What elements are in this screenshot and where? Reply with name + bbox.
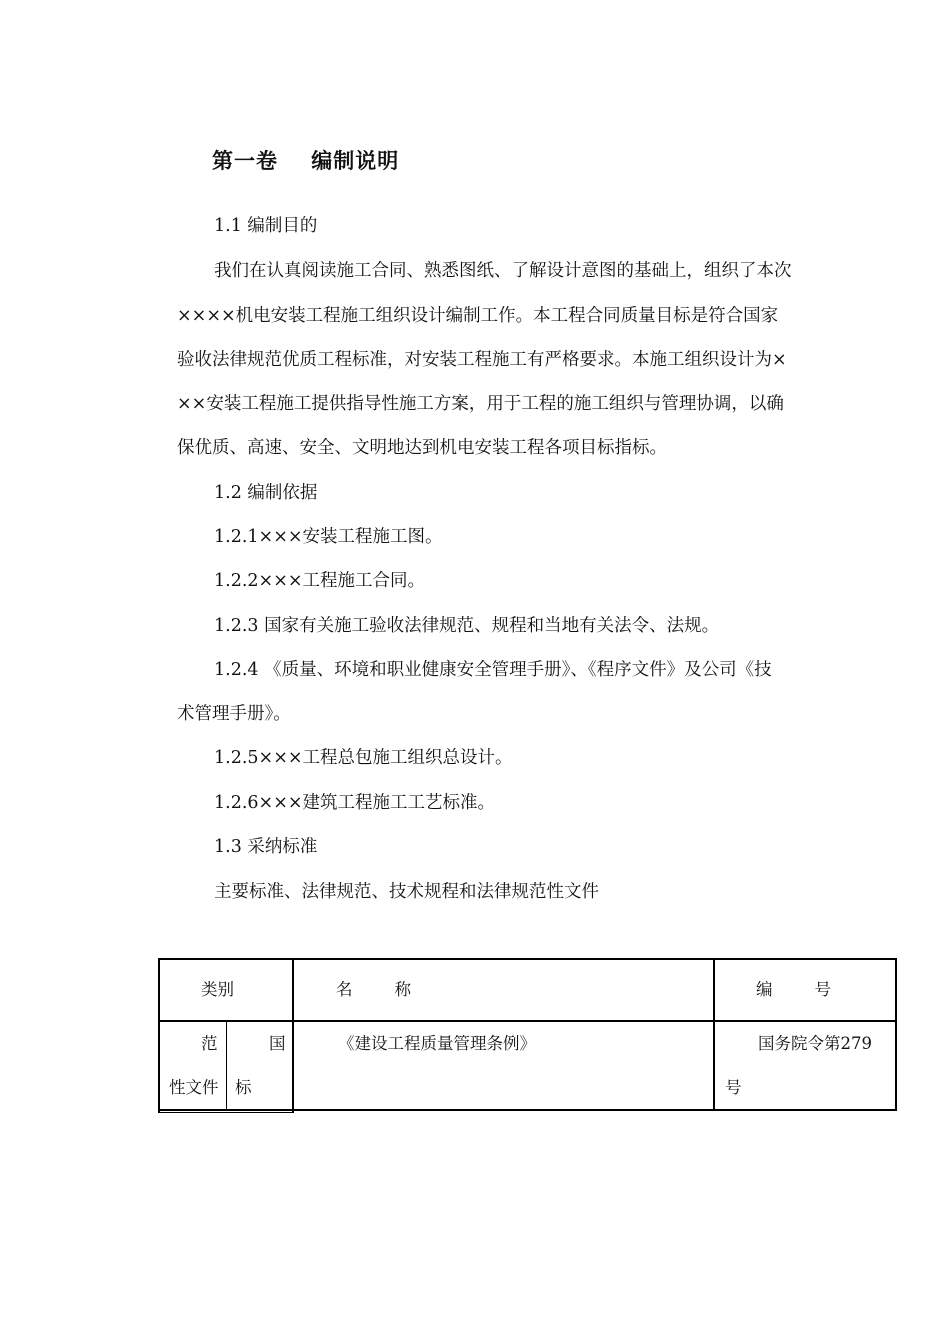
table-col-divider-1 xyxy=(292,958,294,1113)
table-border-left xyxy=(158,958,160,1112)
list-item-1-2-1: 1.2.1×××安装工程施工图。 xyxy=(214,527,443,547)
header-category: 类别 xyxy=(201,980,234,999)
table-header-divider xyxy=(158,1020,897,1022)
standards-intro: 主要标准、法律规范、技术规程和法律规范性文件 xyxy=(214,882,599,902)
volume-title: 第一卷 编制说明 xyxy=(212,149,400,173)
standards-table xyxy=(158,958,897,1111)
category-b-line1: 国 xyxy=(269,1034,286,1053)
category-a-line1: 范 xyxy=(201,1034,218,1053)
standard-name: 《建设工程质量管理条例》 xyxy=(338,1034,536,1053)
table-border-bottom xyxy=(158,1109,897,1111)
table-border-right xyxy=(895,958,897,1110)
section-heading-1-3: 1.3 采纳标准 xyxy=(214,837,318,857)
section-heading-1-1: 1.1 编制目的 xyxy=(214,216,318,236)
category-a-line2: 性文件 xyxy=(169,1078,219,1097)
standard-number-line2: 号 xyxy=(725,1078,742,1097)
list-item-1-2-3: 1.2.3 国家有关施工验收法律规范、规程和当地有关法令、法规。 xyxy=(214,616,720,636)
paragraph-line: ××安装工程施工提供指导性施工方案，用于工程的施工组织与管理协调，以确 xyxy=(177,394,784,414)
header-name: 名 称 xyxy=(336,980,411,999)
paragraph-line: ××××机电安装工程施工组织设计编制工作。本工程合同质量目标是符合国家 xyxy=(177,306,779,326)
list-item-1-2-5: 1.2.5×××工程总包施工组织总设计。 xyxy=(214,748,513,768)
category-b-line2: 标 xyxy=(235,1078,252,1097)
section-heading-1-2: 1.2 编制依据 xyxy=(214,483,318,503)
list-item-1-2-2: 1.2.2×××工程施工合同。 xyxy=(214,571,426,591)
table-border-bottom-double xyxy=(158,1112,293,1113)
header-number: 编 号 xyxy=(756,980,831,999)
list-item-1-2-6: 1.2.6×××建筑工程施工工艺标准。 xyxy=(214,793,496,813)
paragraph-line: 保优质、高速、安全、文明地达到机电安装工程各项目标指标。 xyxy=(177,438,667,458)
table-subcol-divider xyxy=(226,1020,227,1110)
table-col-divider-2 xyxy=(713,958,715,1109)
list-item-1-2-4: 1.2.4 《质量、环境和职业健康安全管理手册》、《程序文件》及公司《技 xyxy=(214,660,772,680)
table-border-top xyxy=(158,958,897,960)
standard-number-line1: 国务院令第279 xyxy=(758,1034,872,1053)
paragraph-line: 我们在认真阅读施工合同、熟悉图纸、了解设计意图的基础上，组织了本次 xyxy=(214,261,792,281)
list-item-1-2-4-continued: 术管理手册》。 xyxy=(177,704,291,724)
paragraph-line: 验收法律规范优质工程标准，对安装工程施工有严格要求。本施工组织设计为× xyxy=(177,350,787,370)
